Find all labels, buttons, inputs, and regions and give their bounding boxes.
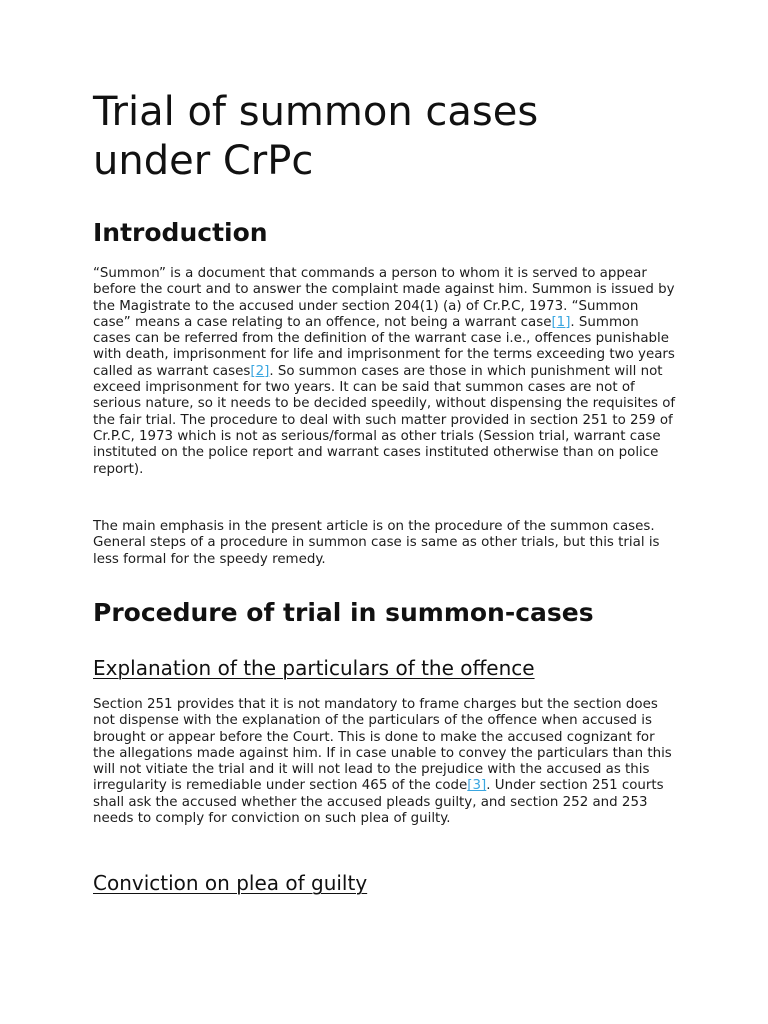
conviction-subheading: Conviction on plea of guilty — [93, 871, 368, 895]
footnote-link-2[interactable]: [2] — [250, 363, 270, 379]
footnote-link-1[interactable]: [1] — [551, 314, 571, 330]
procedure-heading: Procedure of trial in summon-cases — [93, 598, 594, 627]
intro-text-part-2: . Summon cases can be referred from the definition of the warrant case i.e., offences punishable with death, imprisonment for life and imprisonment for the terms exceeding two years called as warrant cases — [93, 314, 675, 379]
emphasis-paragraph: The main emphasis in the present article is on the procedure of the summon cases. General steps of a procedure in summon case is same as other trials, but this trial is less formal for the speedy remedy. — [93, 519, 660, 567]
introduction-heading: Introduction — [93, 218, 268, 247]
page-title: Trial of summon cases under CrPc — [93, 89, 539, 184]
explanation-text-part-2: . Under section 251 courts shall ask the accused whether the accused pleads guilty, and section 252 and 253 needs to comply for conviction on such plea of guilty. — [93, 778, 664, 827]
intro-text-part-1: “Summon” is a document that commands a person to whom it is served to appear before the court and to answer the complaint made against him. Summon is issued by the Magistrate to the accused under section 204(1) (a) of Cr.P.C, 1973. “Summon case” means a case relating to an offence, not being a warrant case — [93, 266, 675, 330]
introduction-paragraph — [93, 266, 677, 478]
explanation-paragraph — [93, 697, 677, 827]
footnote-link-3[interactable]: [3] — [467, 778, 487, 794]
explanation-text-part-1: Section 251 provides that it is not mandatory to frame charges but the section does not dispense with the explanation of the particulars of the offence when accused is brought or appear before the Court. This is done to make the accused cognizant for the allegations made against him. If in case unable to convey the particulars than this will not vitiate the trial and it will not lead to the prejudice with the accused as this irregularity is remediable under section 465 of the code — [93, 697, 672, 794]
intro-text-part-3: . So summon cases are those in which punishment will not exceed imprisonment for two years. It can be said that summon cases are not of serious nature, so it needs to be decided speedily, without dispensing the requisites of the fair trial. The procedure to deal with such matter provided in section 251 to 259 of Cr.P.C, 1973 which is not as serious/formal as other trials (Session trial, warrant case instituted on the police report and warrant cases instituted otherwise than on police report). — [93, 363, 676, 477]
explanation-subheading: Explanation of the particulars of the offence — [93, 656, 535, 680]
